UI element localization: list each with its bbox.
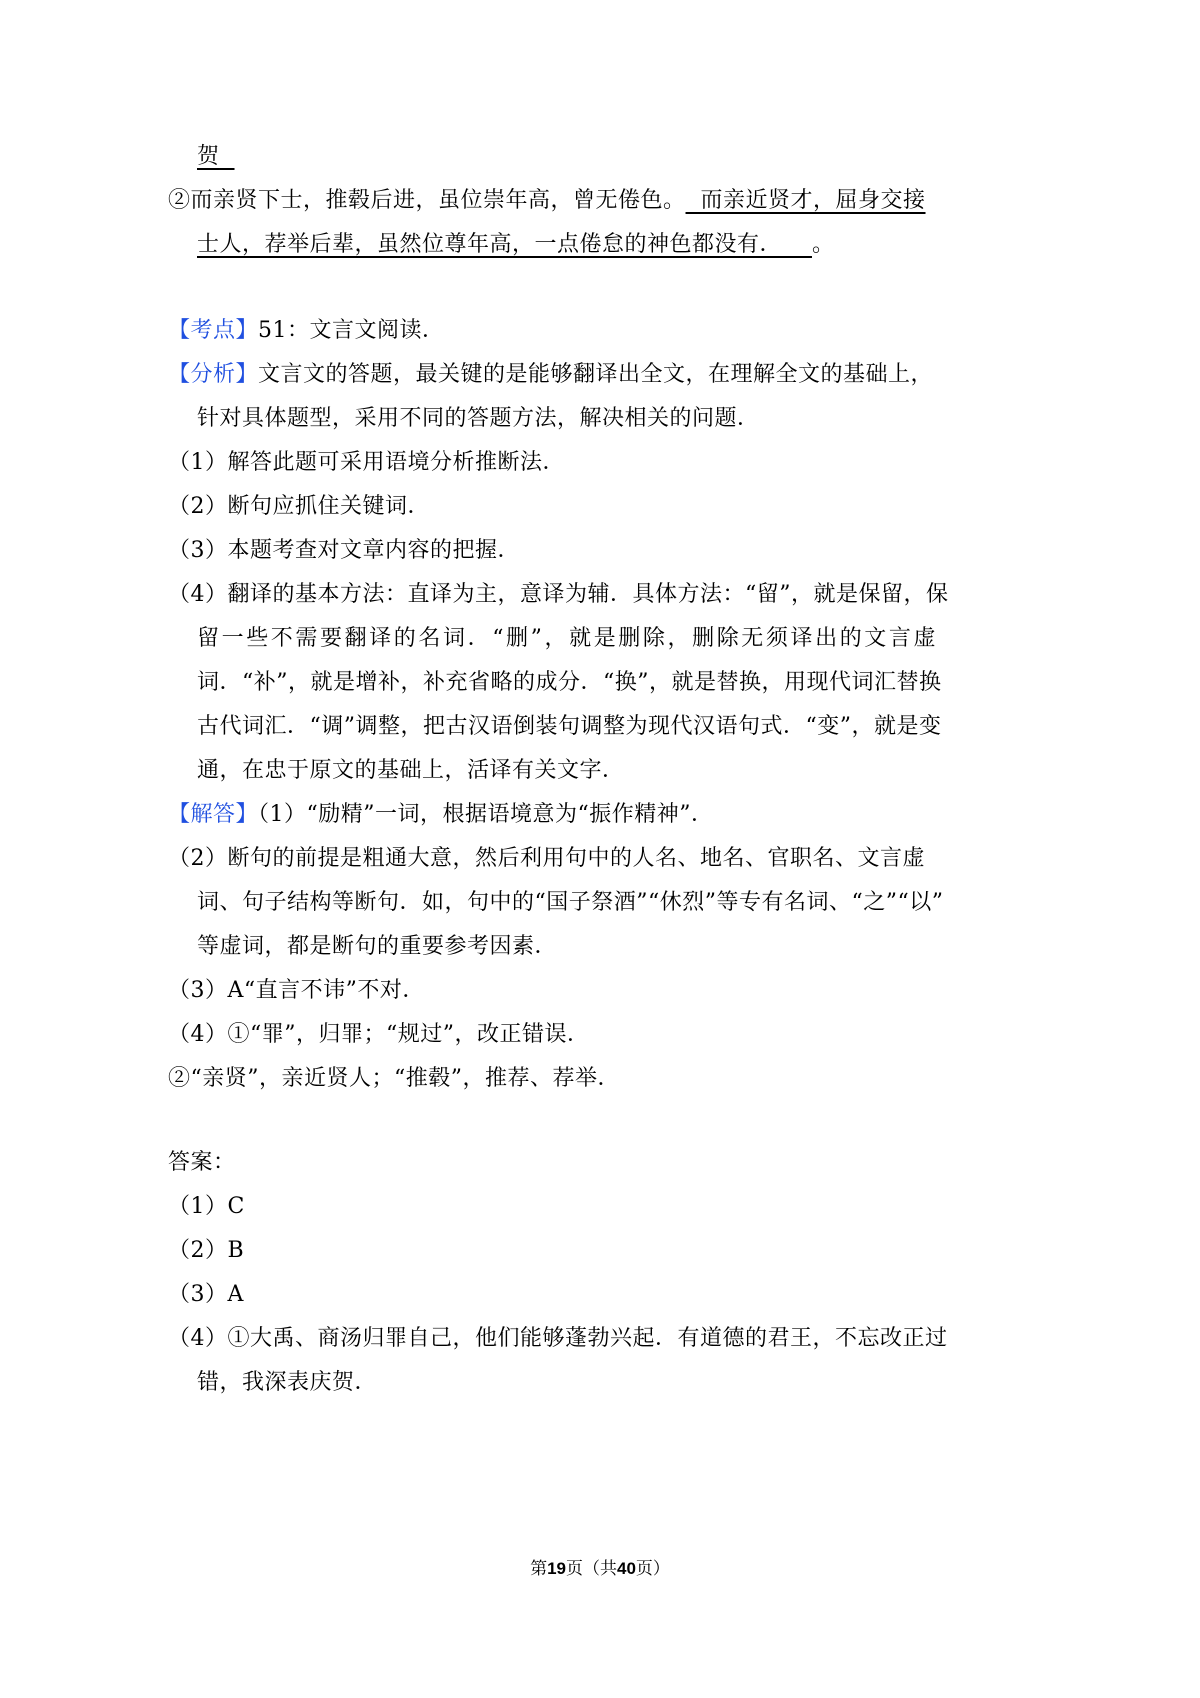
fenxi-tag: 【分析】 [168,362,259,387]
total-pages: 40 [617,1559,636,1578]
page-number: 19 [547,1559,566,1578]
jieda-line: （3）A“直言不讳”不对． [168,978,425,1003]
answer-line: （1）C [168,1194,245,1219]
jieda-line: 词、句子结构等断句．如，句中的“国子祭酒”“休烈”等专有名词、“之”“以” [197,890,944,915]
fenxi-line: （4）翻译的基本方法：直译为主，意译为辅．具体方法：“留”，就是保留，保 [168,582,949,607]
fenxi-line: 针对具体题型，采用不同的答题方法，解决相关的问题． [197,406,760,431]
fenxi-text: 文言文的答题，最关键的是能够翻译出全文，在理解全文的基础上， [258,362,934,387]
fenxi-line: 留一些不需要翻译的名词．“删”，就是删除，删除无须译出的文言虚 [197,626,939,651]
answers-label: 答案： [168,1150,236,1175]
jieda-tag: 【解答】 [168,802,259,827]
fenxi-line: （1）解答此题可采用语境分析推断法． [168,450,565,475]
jieda-line: （2）断句的前提是粗通大意，然后利用句中的人名、地名、官职名、文言虚 [168,846,925,871]
kaodian-line [168,314,445,348]
item2-answer-part2: 士人，荐举后辈，虽然位尊年高，一点倦怠的神色都没有． [197,232,812,257]
item2-line-continued [197,228,835,262]
item2-prefix: ②而亲贤下士，推毂后进，虽位崇年高，曾无倦色。 [168,188,686,213]
answer-line: （2）B [168,1238,245,1263]
fenxi-line: 通，在忠于原文的基础上，活译有关文字． [197,758,625,783]
item2-answer-part1: 而亲近贤才，屈身交接 [685,188,926,213]
fenxi-line: 词．“补”，就是增补，补充省略的成分．“换”，就是替换，用现代词汇替换 [197,670,942,695]
answer-fragment: 贺 [197,144,220,169]
kaodian-tag: 【考点】 [168,318,259,343]
jieda-line: 等虚词，都是断句的重要参考因素． [197,934,558,959]
item2-line [168,184,926,218]
answer-line: 错，我深表庆贺． [197,1370,378,1395]
fenxi-line: 古代词汇．“调”调整，把古汉语倒装句调整为现代汉语句式．“变”，就是变 [197,714,942,739]
item2-end: 。 [811,232,835,257]
fenxi-line [168,358,933,392]
jieda-line [168,798,714,832]
fenxi-line: （2）断句应抓住关键词． [168,494,430,519]
answer-line: （4）①大禹、商汤归罪自己，他们能够蓬勃兴起．有道德的君王，不忘改正过 [168,1326,948,1351]
jieda-text: （1）“励精”一词，根据语境意为“振作精神”． [258,802,714,827]
jieda-line: （4）①“罪”，归罪；“规过”，改正错误． [168,1022,590,1047]
page-footer: 第19页（共40页） [530,1559,670,1579]
jieda-line: ②“亲贤”，亲近贤人；“推毂”，推荐、荐举． [168,1066,620,1091]
kaodian-text: 51：文言文阅读． [258,318,445,343]
answer-line: （3）A [168,1282,244,1307]
answer-continuation-line [197,140,235,174]
fenxi-line: （3）本题考查对文章内容的把握． [168,538,520,563]
